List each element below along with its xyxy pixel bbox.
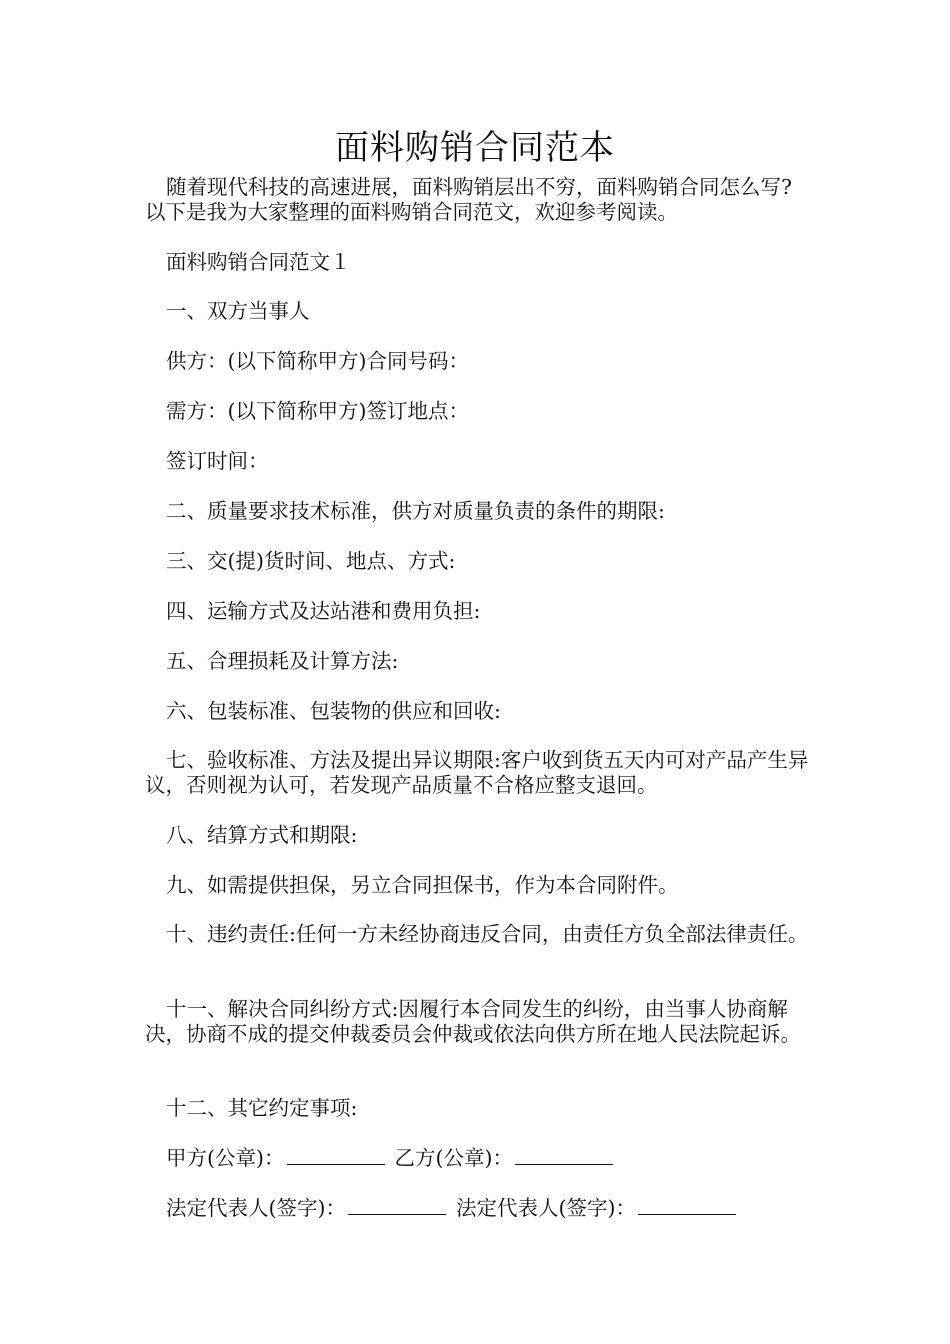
document-title: 面料购销合同范本 <box>335 128 615 168</box>
representative-line <box>166 1196 746 1221</box>
clause-9-guarantee: 九、如需提供担保，另立合同担保书，作为本合同附件。 <box>166 873 679 897</box>
rep-a-label: 法定代表人(签字)： <box>166 1196 346 1220</box>
clause-11-disputes: 十一、解决合同纠纷方式:因履行本合同发生的纠纷，由当事人协商解决，协商不成的提交仲裁委员会仲裁或依法向供方所在地人民法院起诉。 <box>145 997 801 1046</box>
rep-b-blank[interactable] <box>638 1196 736 1215</box>
clause-6-packaging: 六、包装标准、包装物的供应和回收: <box>166 699 501 723</box>
intro-paragraph: 随着现代科技的高速进展，面料购销层出不穷，面料购销合同怎么写?以下是我为大家整理的面料购销合同范文，欢迎参考阅读。 <box>145 175 792 224</box>
party-b-seal-blank[interactable] <box>515 1146 613 1165</box>
seal-line <box>166 1146 623 1171</box>
party-b-seal-label: 乙方(公章)： <box>394 1146 513 1170</box>
clause-7-acceptance: 七、验收标准、方法及提出异议期限:客户收到货五天内可对产品产生异议，否则视为认可，若发现产品质量不合格应整支退回。 <box>145 748 809 797</box>
signing-time-line: 签订时间： <box>166 449 269 473</box>
clause-4-transport: 四、运输方式及达站港和费用负担: <box>166 599 481 623</box>
party-a-seal-label: 甲方(公章)： <box>166 1146 285 1170</box>
clause-3-delivery: 三、交(提)货时间、地点、方式: <box>166 549 456 573</box>
rep-b-label: 法定代表人(签字)： <box>456 1196 636 1220</box>
buyer-line: 需方：(以下简称甲方)签订地点： <box>166 399 469 423</box>
clause-8-settlement: 八、结算方式和期限: <box>166 823 358 847</box>
clause-12-other: 十二、其它约定事项: <box>166 1096 358 1120</box>
clause-2-quality: 二、质量要求技术标准，供方对质量负责的条件的期限: <box>166 499 665 523</box>
rep-a-blank[interactable] <box>348 1196 446 1215</box>
clause-5-loss: 五、合理损耗及计算方法: <box>166 649 399 673</box>
section-heading: 面料购销合同范文１ <box>166 250 351 274</box>
clause-1-parties: 一、双方当事人 <box>166 299 310 323</box>
clause-10-liability: 十、违约责任:任何一方未经协商违反合同，由责任方负全部法律责任。 <box>166 922 809 946</box>
supplier-line: 供方：(以下简称甲方)合同号码： <box>166 349 469 373</box>
party-a-seal-blank[interactable] <box>287 1146 385 1165</box>
